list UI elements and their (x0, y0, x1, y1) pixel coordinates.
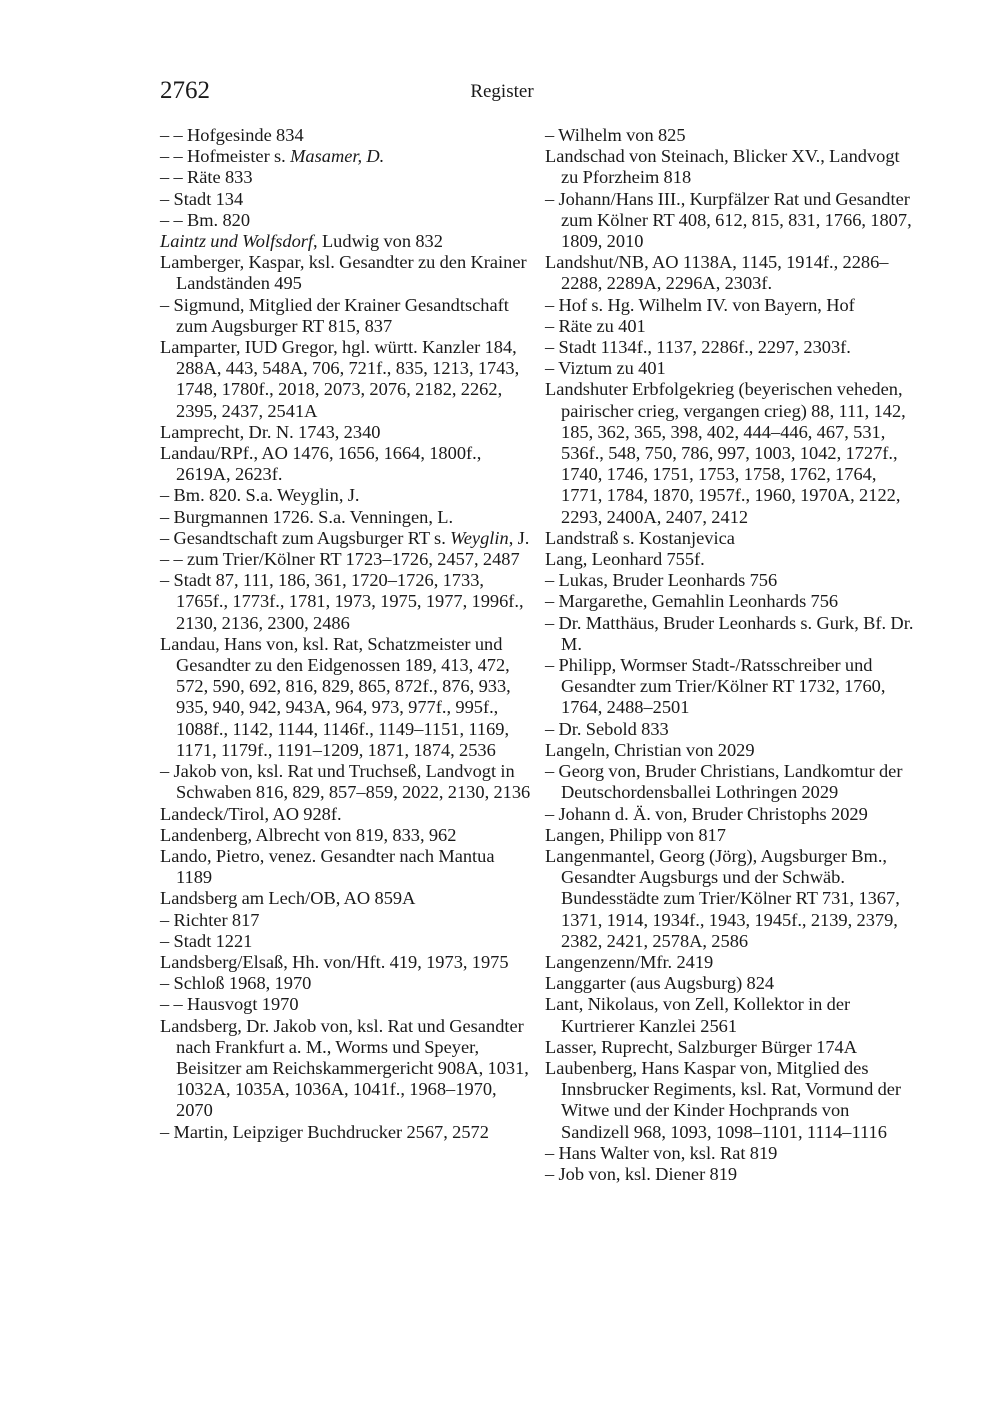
index-entry (160, 549, 534, 570)
index-entry (160, 189, 534, 210)
index-entry (545, 252, 919, 294)
index-entry (160, 507, 534, 528)
index-entry (545, 189, 919, 253)
index-entry (545, 973, 919, 994)
index-entry-text: Lamprecht, Dr. N. 1743, 2340 (160, 421, 381, 442)
index-entry (545, 1164, 919, 1185)
index-entry-tail: , J. (508, 527, 530, 548)
index-entry-text: Laubenberg, Hans Kaspar von, Mitglied des Innsbrucker Regiments, ksl. Rat, Vormund der Witwe und der Kinder Hochprands von Sandizell 968, 1093, 1098–1101, 1114–1116 (545, 1057, 902, 1142)
left-column (160, 125, 534, 1143)
index-entry (545, 804, 919, 825)
index-entry (545, 358, 919, 379)
index-entry-text: Lamparter, IUD Gregor, hgl. württ. Kanzler 184, 288A, 443, 548A, 706, 721f., 835, 1213, 1743, 1748, 1780f., 2018, 2073, 2076, 2182, 2262, 2395, 2437, 2541A (160, 337, 520, 421)
index-entry (160, 952, 534, 973)
index-entry-italic: Weyglin (450, 527, 509, 548)
index-entry (545, 1037, 919, 1058)
index-entry-text: – Lukas, Bruder Leonhards 756 (545, 570, 778, 591)
index-entry-text: – Burgmannen 1726. S.a. Venningen, L. (160, 506, 454, 527)
index-entry (545, 613, 919, 655)
running-title: Register (470, 81, 534, 102)
index-entry (545, 295, 919, 316)
index-entry (545, 952, 919, 973)
index-entry (160, 931, 534, 952)
index-entry-text: Lang, Leonhard 755f. (545, 549, 705, 570)
index-entry (545, 549, 919, 570)
index-entry (160, 337, 534, 422)
index-entry-text: Langgarter (aus Augsburg) 824 (545, 973, 775, 994)
index-entry-text: – Johann/Hans III., Kurpfälzer Rat und Gesandter zum Kölner RT 408, 612, 815, 831, 1766, 1807, 1809, 2010 (545, 188, 912, 252)
index-entry-text: Langeln, Christian von 2029 (545, 739, 755, 760)
index-entry (160, 443, 534, 485)
index-entry-text: – Stadt 87, 111, 186, 361, 1720–1726, 1733, 1765f., 1773f., 1781, 1973, 1975, 1977, 1996f., 2130, 2136, 2300, 2486 (160, 570, 524, 633)
index-entry-text: Landschad von Steinach, Blicker XV., Landvogt zu Pforzheim 818 (545, 146, 900, 188)
index-entry-text: – Dr. Matthäus, Bruder Leonhards s. Gurk, Bf. Dr. M. (545, 612, 914, 654)
index-entry-text: – Johann d. Ä. von, Bruder Christophs 2029 (545, 803, 868, 824)
index-entry (545, 761, 919, 803)
index-entry (160, 295, 534, 337)
index-entry (160, 528, 534, 549)
page-number: 2762 (160, 77, 210, 104)
index-entry-text: – Jakob von, ksl. Rat und Truchseß, Landvogt in Schwaben 816, 829, 857–859, 2022, 2130, 2136 (160, 761, 531, 803)
index-entry-text: – – Hofmeister s. (160, 146, 291, 167)
index-entry-text: – Stadt 134 (160, 188, 244, 209)
index-entry (545, 570, 919, 591)
index-entry (160, 1016, 534, 1122)
index-entry (545, 994, 919, 1036)
index-entry-italic: Masamer, D. (290, 146, 385, 167)
index-entry (545, 591, 919, 612)
index-entry (160, 167, 534, 188)
index-entry (160, 846, 534, 888)
index-entry-text: – Dr. Sebold 833 (545, 718, 669, 739)
index-entry (545, 825, 919, 846)
index-entry-text: Langenzenn/Mfr. 2419 (545, 951, 714, 972)
index-entry-text: – Gesandtschaft zum Augsburger RT s. (160, 527, 451, 548)
index-entry-text: – Richter 817 (160, 909, 260, 930)
index-entry (160, 761, 534, 803)
index-entry-text: – Sigmund, Mitglied der Krainer Gesandtschaft zum Augsburger RT 815, 837 (160, 294, 509, 336)
index-entry-text: – Martin, Leipziger Buchdrucker 2567, 2572 (160, 1121, 489, 1142)
index-entry (545, 528, 919, 549)
index-entry-text: Landshuter Erbfolgekrieg (beyerischen veheden, pairischer crieg, vergangen crieg) 88, 111, 142, 185, 362, 365, 398, 402, 444–446, 467, 531, 536f., 548, 750, 786, 997, 1003, 1042, 1727f., 1740, 1746, 1751, 1753, 1758, 1762, 1764, 1771, 1784, 1870, 1957f., 1960, 1970A, 2122, 2293, 2400A, 2407, 2412 (545, 379, 906, 527)
index-entry-text: Langenmantel, Georg (Jörg), Augsburger Bm., Gesandter Augsburgs und der Schwäb. Bundesstädte zum Trier/Kölner RT 731, 1367, 1371, 1914, 1934f., 1943, 1945f., 2139, 2379, 2382, 2421, 2578A, 2586 (545, 845, 900, 951)
index-entry (160, 1122, 534, 1143)
index-entry-text: Lant, Nikolaus, von Zell, Kollektor in der Kurtrierer Kanzlei 2561 (545, 994, 851, 1036)
index-entry (160, 210, 534, 231)
index-entry-text: – Hans Walter von, ksl. Rat 819 (545, 1142, 778, 1163)
index-entry-text: Landsberg am Lech/OB, AO 859A (160, 888, 416, 909)
index-entry (160, 973, 534, 994)
index-entry (160, 994, 534, 1015)
index-entry-text: Landsberg/Elsaß, Hh. von/Hft. 419, 1973, 1975 (160, 951, 509, 972)
index-entry-text: – – zum Trier/Kölner RT 1723–1726, 2457, 2487 (160, 549, 520, 570)
index-entry (545, 1058, 919, 1143)
index-entry (160, 125, 534, 146)
index-entry-text: – Stadt 1134f., 1137, 2286f., 2297, 2303f. (545, 337, 851, 358)
index-entry (160, 825, 534, 846)
index-entry-text: Lamberger, Kaspar, ksl. Gesandter zu den Krainer Landständen 495 (160, 252, 527, 294)
index-entry (160, 422, 534, 443)
index-entry-text: – Margarethe, Gemahlin Leonhards 756 (545, 591, 839, 612)
index-entry-text: – Hof s. Hg. Wilhelm IV. von Bayern, Hof (545, 294, 855, 315)
index-entry-text: Landau/RPf., AO 1476, 1656, 1664, 1800f., 2619A, 2623f. (160, 443, 482, 485)
index-entry-text: – Philipp, Wormser Stadt-/Ratsschreiber und Gesandter zum Trier/Kölner RT 1732, 1760, 1764, 2488–2501 (545, 655, 886, 718)
index-entry (545, 316, 919, 337)
index-entry (160, 252, 534, 294)
index-entry (160, 888, 534, 909)
index-entry-text: Landenberg, Albrecht von 819, 833, 962 (160, 824, 457, 845)
index-entry-text: – Viztum zu 401 (545, 358, 666, 379)
index-entry (160, 570, 534, 634)
index-entry-text: – – Bm. 820 (160, 209, 251, 230)
index-entry (545, 719, 919, 740)
index-entry (160, 231, 534, 252)
index-entry (160, 910, 534, 931)
index-entry-text: – – Hofgesinde 834 (160, 125, 304, 145)
index-entry-text: Landeck/Tirol, AO 928f. (160, 803, 342, 824)
index-entry-text: – Wilhelm von 825 (545, 125, 686, 145)
index-entry-text: – Schloß 1968, 1970 (160, 973, 312, 994)
index-entry-text: – – Räte 833 (160, 167, 253, 188)
index-entry (545, 146, 919, 188)
index-entry (545, 655, 919, 719)
index-entry-text: Landau, Hans von, ksl. Rat, Schatzmeister und Gesandter zu den Eidgenossen 189, 413, 472, 572, 590, 692, 816, 829, 865, 872f., 876, 933, 935, 940, 942, 943A, 964, 973, 977f., 995f., 1088f., 1142, 1144, 1146f., 1149–1151, 1169, 1171, 1179f., 1191–1209, 1871, 1874, 2536 (160, 633, 511, 760)
index-entry-text: – Räte zu 401 (545, 315, 646, 336)
index-entry (160, 634, 534, 761)
index-entry-text: – Job von, ksl. Diener 819 (545, 1163, 738, 1184)
index-entry-text: , Ludwig von 832 (313, 231, 443, 252)
index-entry (160, 146, 534, 167)
index-entry-text: Langen, Philipp von 817 (545, 824, 726, 845)
index-entry-text: Lando, Pietro, venez. Gesandter nach Mantua 1189 (160, 845, 495, 888)
index-entry (545, 740, 919, 761)
index-entry-text: – Georg von, Bruder Christians, Landkomtur der Deutschordensballei Lothringen 2029 (545, 761, 903, 803)
index-entry-text: Lasser, Ruprecht, Salzburger Bürger 174A (545, 1036, 857, 1057)
index-entry-text: Landstraß s. Kostanjevica (545, 527, 735, 548)
index-entry (545, 379, 919, 527)
index-entry-italic: Laintz und Wolfsdorf (160, 231, 314, 252)
right-column (545, 125, 919, 1185)
index-entry-text: – – Hausvogt 1970 (160, 994, 299, 1015)
index-entry (545, 1143, 919, 1164)
index-entry (545, 846, 919, 952)
index-entry (160, 485, 534, 506)
index-entry-text: – Bm. 820. S.a. Weyglin, J. (160, 485, 360, 506)
index-entry (545, 125, 919, 146)
index-entry (545, 337, 919, 358)
index-entry-text: Landsberg, Dr. Jakob von, ksl. Rat und Gesandter nach Frankfurt a. M., Worms und Speyer, Beisitzer am Reichskammergericht 908A, 1031, 1032A, 1035A, 1036A, 1041f., 1968–1970, 2070 (160, 1015, 529, 1121)
index-entry-text: Landshut/NB, AO 1138A, 1145, 1914f., 2286–2288, 2289A, 2296A, 2303f. (545, 252, 889, 294)
index-entry-text: – Stadt 1221 (160, 930, 253, 951)
index-entry (160, 804, 534, 825)
